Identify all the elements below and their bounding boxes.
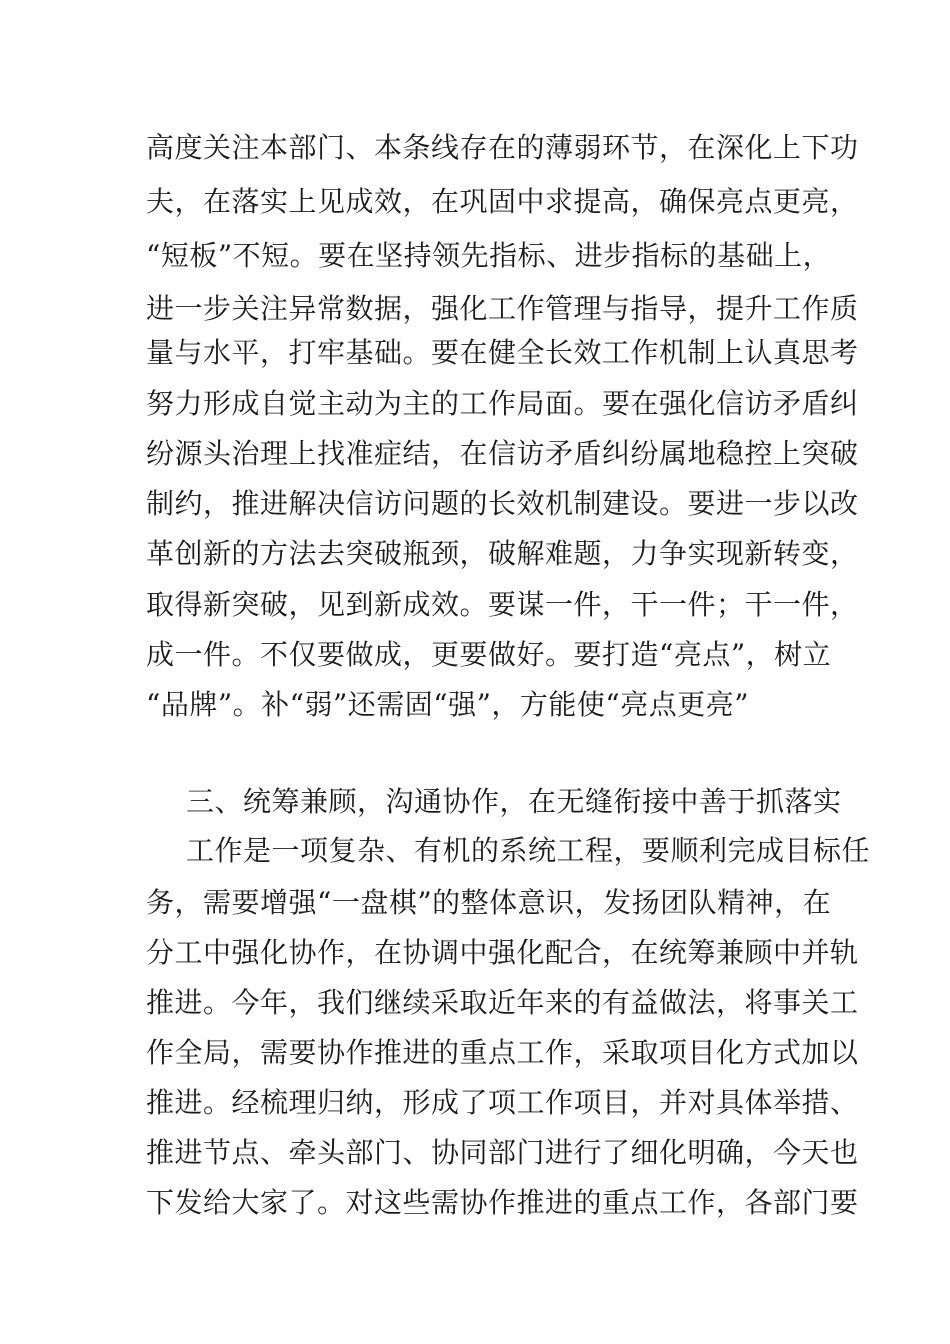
paragraph-2-line-5: 作全局，需要协作推进的重点工作，采取项目化方式加以 [146, 1036, 859, 1069]
paragraph-2-line-2: 务，需要增强“一盘棋”的整体意识，发扬团队精神，在 [146, 886, 832, 919]
section-heading-3: 三、统筹兼顾，沟通协作，在无缝衔接中善于抓落实 [186, 785, 842, 818]
paragraph-1-line-7: 纷源头治理上找准症结，在信访矛盾纠纷属地稳控上突破 [146, 437, 859, 470]
paragraph-1-line-5: 量与水平，打牢基础。要在健全长效工作机制上认真思考 [146, 336, 859, 369]
paragraph-2-line-1: 工作是一项复杂、有机的系统工程，要顺利完成目标任 [186, 834, 871, 867]
paragraph-1-line-8: 制约，推进解决信访问题的长效机制建设。要进一步以改 [146, 487, 859, 520]
paragraph-2-line-6: 推进。经梳理归纳，形成了项工作项目，并对具体举措、 [146, 1086, 859, 1119]
paragraph-1-line-11: 成一件。不仅要做成，更要做好。要打造“亮点”，树立 [146, 638, 832, 671]
paragraph-1-line-6: 努力形成自觉主动为主的工作局面。要在强化信访矛盾纠 [146, 387, 859, 420]
paragraph-1-line-9: 革创新的方法去突破瓶颈，破解难题，力争实现新转变， [146, 537, 859, 570]
paragraph-1-line-4: 进一步关注异常数据，强化工作管理与指导，提升工作质 [146, 292, 859, 325]
paragraph-2-line-8: 下发给大家了。对这些需协作推进的重点工作，各部门要 [146, 1186, 859, 1219]
paragraph-1-line-3: “短板”不短。要在坚持领先指标、进步指标的基础上， [146, 239, 832, 272]
paragraph-1-line-2: 夫，在落实上见成效，在巩固中求提高，确保亮点更亮， [146, 185, 859, 218]
paragraph-1-line-12: “品牌”。补“弱”还需固“强”，方能使“亮点更亮” [146, 688, 750, 721]
paragraph-1-line-1: 高度关注本部门、本条线存在的薄弱环节，在深化上下功 [146, 131, 859, 164]
paragraph-2-line-3: 分工中强化协作，在协调中强化配合，在统筹兼顾中并轨 [146, 936, 859, 969]
paragraph-2-line-4: 推进。今年，我们继续采取近年来的有益做法，将事关工 [146, 986, 859, 1019]
paragraph-2-line-7: 推进节点、牵头部门、协同部门进行了细化明确，今天也 [146, 1136, 859, 1169]
paragraph-1-line-10: 取得新突破，见到新成效。要谋一件，干一件；干一件， [146, 588, 859, 621]
